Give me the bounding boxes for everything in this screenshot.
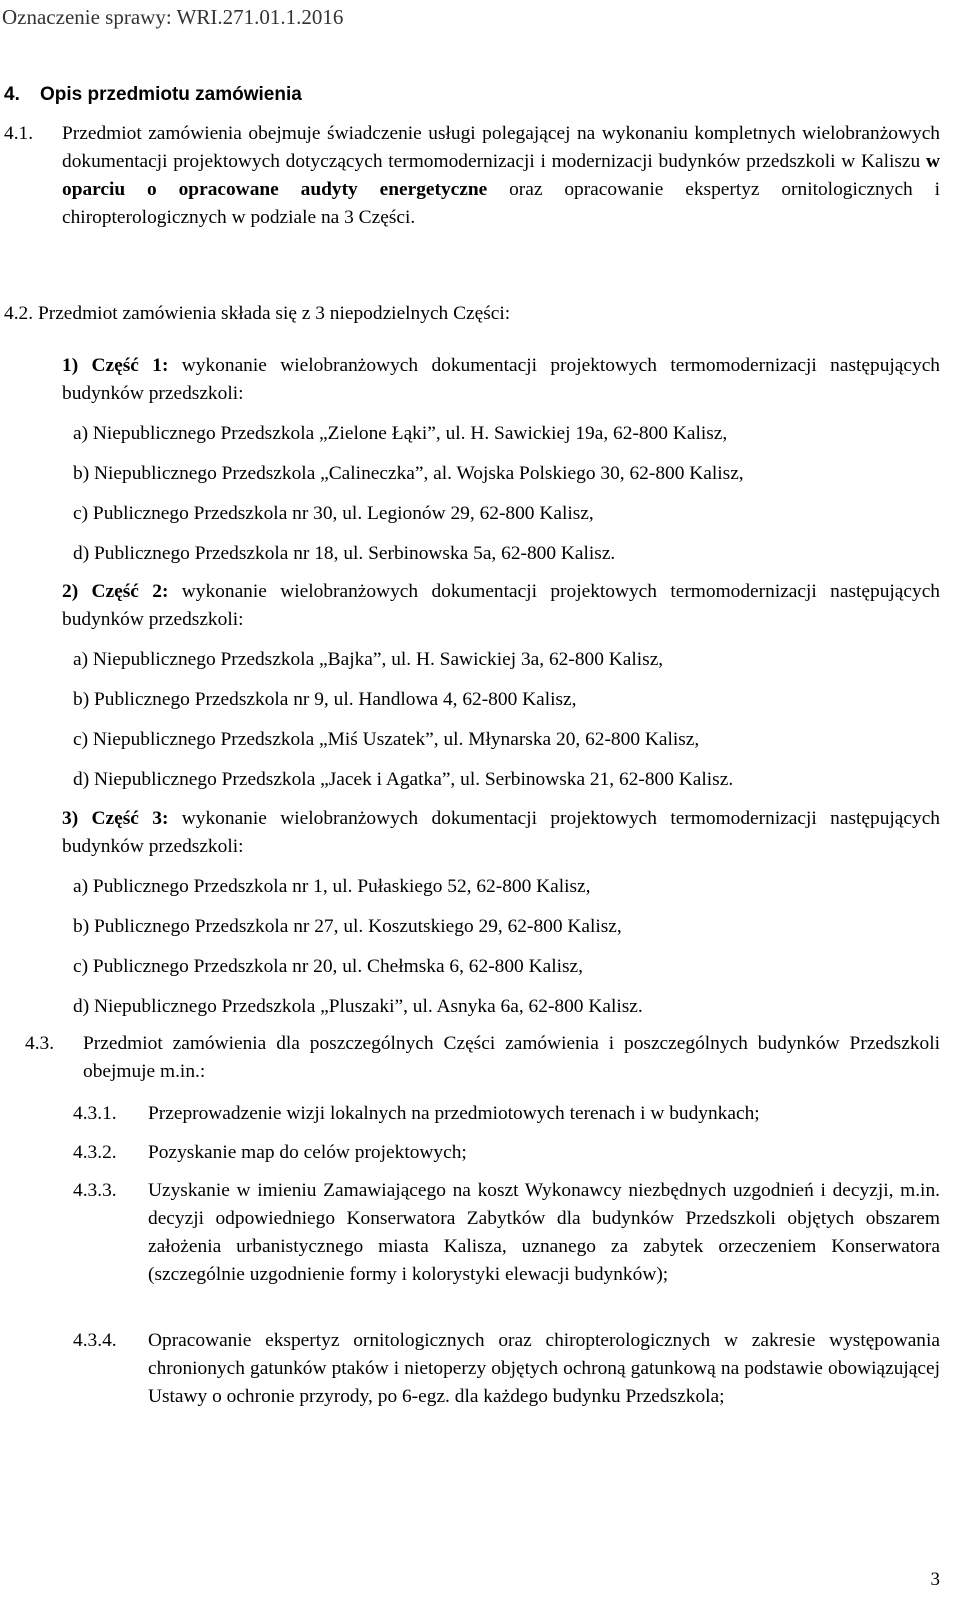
part-text: wykonanie wielobranżowych dokumentacji projektowych termomodernizacji następujących budynków przedszkoli: [62, 581, 940, 630]
part-label: 3) Część 3: [62, 808, 169, 829]
paragraph-number: 4.1. [4, 123, 34, 144]
part-3 [62, 805, 940, 861]
part-1-item-a: a) Niepublicznego Przedszkola „Zielone Łąki”, ul. H. Sawickiej 19a, 62-800 Kalisz, [73, 423, 728, 444]
subparagraph-number: 4.3.1. [73, 1103, 117, 1124]
part-1 [62, 352, 940, 408]
part-1-item-b: b) Niepublicznego Przedszkola „Calineczka”, al. Wojska Polskiego 30, 62-800 Kalisz, [73, 463, 744, 484]
paragraph-number: 4.3. [25, 1033, 55, 1054]
part-text: wykonanie wielobranżowych dokumentacji projektowych termomodernizacji następujących budynków przedszkoli: [62, 808, 940, 857]
subparagraph-number: 4.3.3. [73, 1180, 117, 1201]
section-title [4, 82, 302, 108]
section-title-text: Opis przedmiotu zamówienia [40, 84, 302, 105]
subparagraph-4-3-1 [73, 1100, 940, 1128]
part-label: 2) Część 2: [62, 581, 169, 602]
paragraph-4-2 [4, 300, 940, 328]
part-3-item-a: a) Publicznego Przedszkola nr 1, ul. Pułaskiego 52, 62-800 Kalisz, [73, 876, 591, 897]
subparagraph-number: 4.3.4. [73, 1330, 117, 1351]
paragraph-text: Przedmiot zamówienia obejmuje świadczenie usługi polegającej na wykonaniu kompletnych wielobranżowych dokumentacji projektowych dotyczących termomodernizacji i modernizacji budynków przedszkoli w Kaliszu [62, 123, 940, 172]
paragraph-4-3 [25, 1030, 940, 1086]
subparagraph-number: 4.3.2. [73, 1142, 117, 1163]
page-number: 3 [930, 1569, 940, 1590]
part-2 [62, 578, 940, 634]
part-label: 1) Część 1: [62, 355, 169, 376]
part-2-item-c: c) Niepublicznego Przedszkola „Miś Uszatek”, ul. Młynarska 20, 62-800 Kalisz, [73, 729, 700, 750]
subparagraph-text: Opracowanie ekspertyz ornitologicznych oraz chiropterologicznych w zakresie występowania chronionych gatunków ptaków i nietoperzy objętych ochroną gatunkową na podstawie obowiązującej Ustawy o ochronie przyrody, po 6-egz. dla każdego budynku Przedszkola; [148, 1330, 940, 1407]
part-2-item-d: d) Niepublicznego Przedszkola „Jacek i Agatka”, ul. Serbinowska 21, 62-800 Kalisz. [73, 769, 734, 790]
paragraph-text: Przedmiot zamówienia dla poszczególnych Części zamówienia i poszczególnych budynków Przedszkoli obejmuje m.in.: [83, 1033, 940, 1082]
part-1-item-c: c) Publicznego Przedszkola nr 30, ul. Legionów 29, 62-800 Kalisz, [73, 503, 594, 524]
part-2-item-a: a) Niepublicznego Przedszkola „Bajka”, ul. H. Sawickiej 3a, 62-800 Kalisz, [73, 649, 664, 670]
section-number: 4. [4, 84, 20, 105]
part-3-item-c: c) Publicznego Przedszkola nr 20, ul. Chełmska 6, 62-800 Kalisz, [73, 956, 583, 977]
subparagraph-4-3-3 [73, 1177, 940, 1289]
subparagraph-text: Przeprowadzenie wizji lokalnych na przedmiotowych terenach i w budynkach; [148, 1103, 760, 1124]
part-3-item-d: d) Niepublicznego Przedszkola „Pluszaki”, ul. Asnyka 6a, 62-800 Kalisz. [73, 996, 643, 1017]
subparagraph-text: Uzyskanie w imieniu Zamawiającego na koszt Wykonawcy niezbędnych uzgodnień i decyzji, m.in. decyzji odpowiedniego Konserwatora Zabytków dla budynków Przedszkoli objętych obszarem założenia urbanistycznego miasta Kalisza, uznanego za zabytek orzeczeniem Konserwatora (szczególnie uzgodnienie formy i kolorystyki elewacji budynków); [148, 1180, 940, 1285]
paragraph-4-1 [4, 120, 940, 232]
paragraph-number: 4.2. [4, 303, 34, 324]
part-3-item-b: b) Publicznego Przedszkola nr 27, ul. Koszutskiego 29, 62-800 Kalisz, [73, 916, 622, 937]
paragraph-text: Przedmiot zamówienia składa się z 3 niepodzielnych Części: [37, 303, 511, 324]
case-reference-header: Oznaczenie sprawy: WRI.271.01.1.2016 [2, 5, 344, 29]
part-text: wykonanie wielobranżowych dokumentacji projektowych termomodernizacji następujących budynków przedszkoli: [62, 355, 940, 404]
paragraph-text-cont: oraz opracowanie ekspertyz ornitologicznych i chiropterologicznych w podziale na 3 Części. [62, 179, 940, 228]
paragraph-bold-text: w oparciu o opracowane audyty energetyczne [62, 151, 940, 200]
subparagraph-text: Pozyskanie map do celów projektowych; [148, 1142, 467, 1163]
subparagraph-4-3-4 [73, 1327, 940, 1411]
part-2-item-b: b) Publicznego Przedszkola nr 9, ul. Handlowa 4, 62-800 Kalisz, [73, 689, 577, 710]
subparagraph-4-3-2 [73, 1139, 940, 1167]
part-1-item-d: d) Publicznego Przedszkola nr 18, ul. Serbinowska 5a, 62-800 Kalisz. [73, 543, 616, 564]
